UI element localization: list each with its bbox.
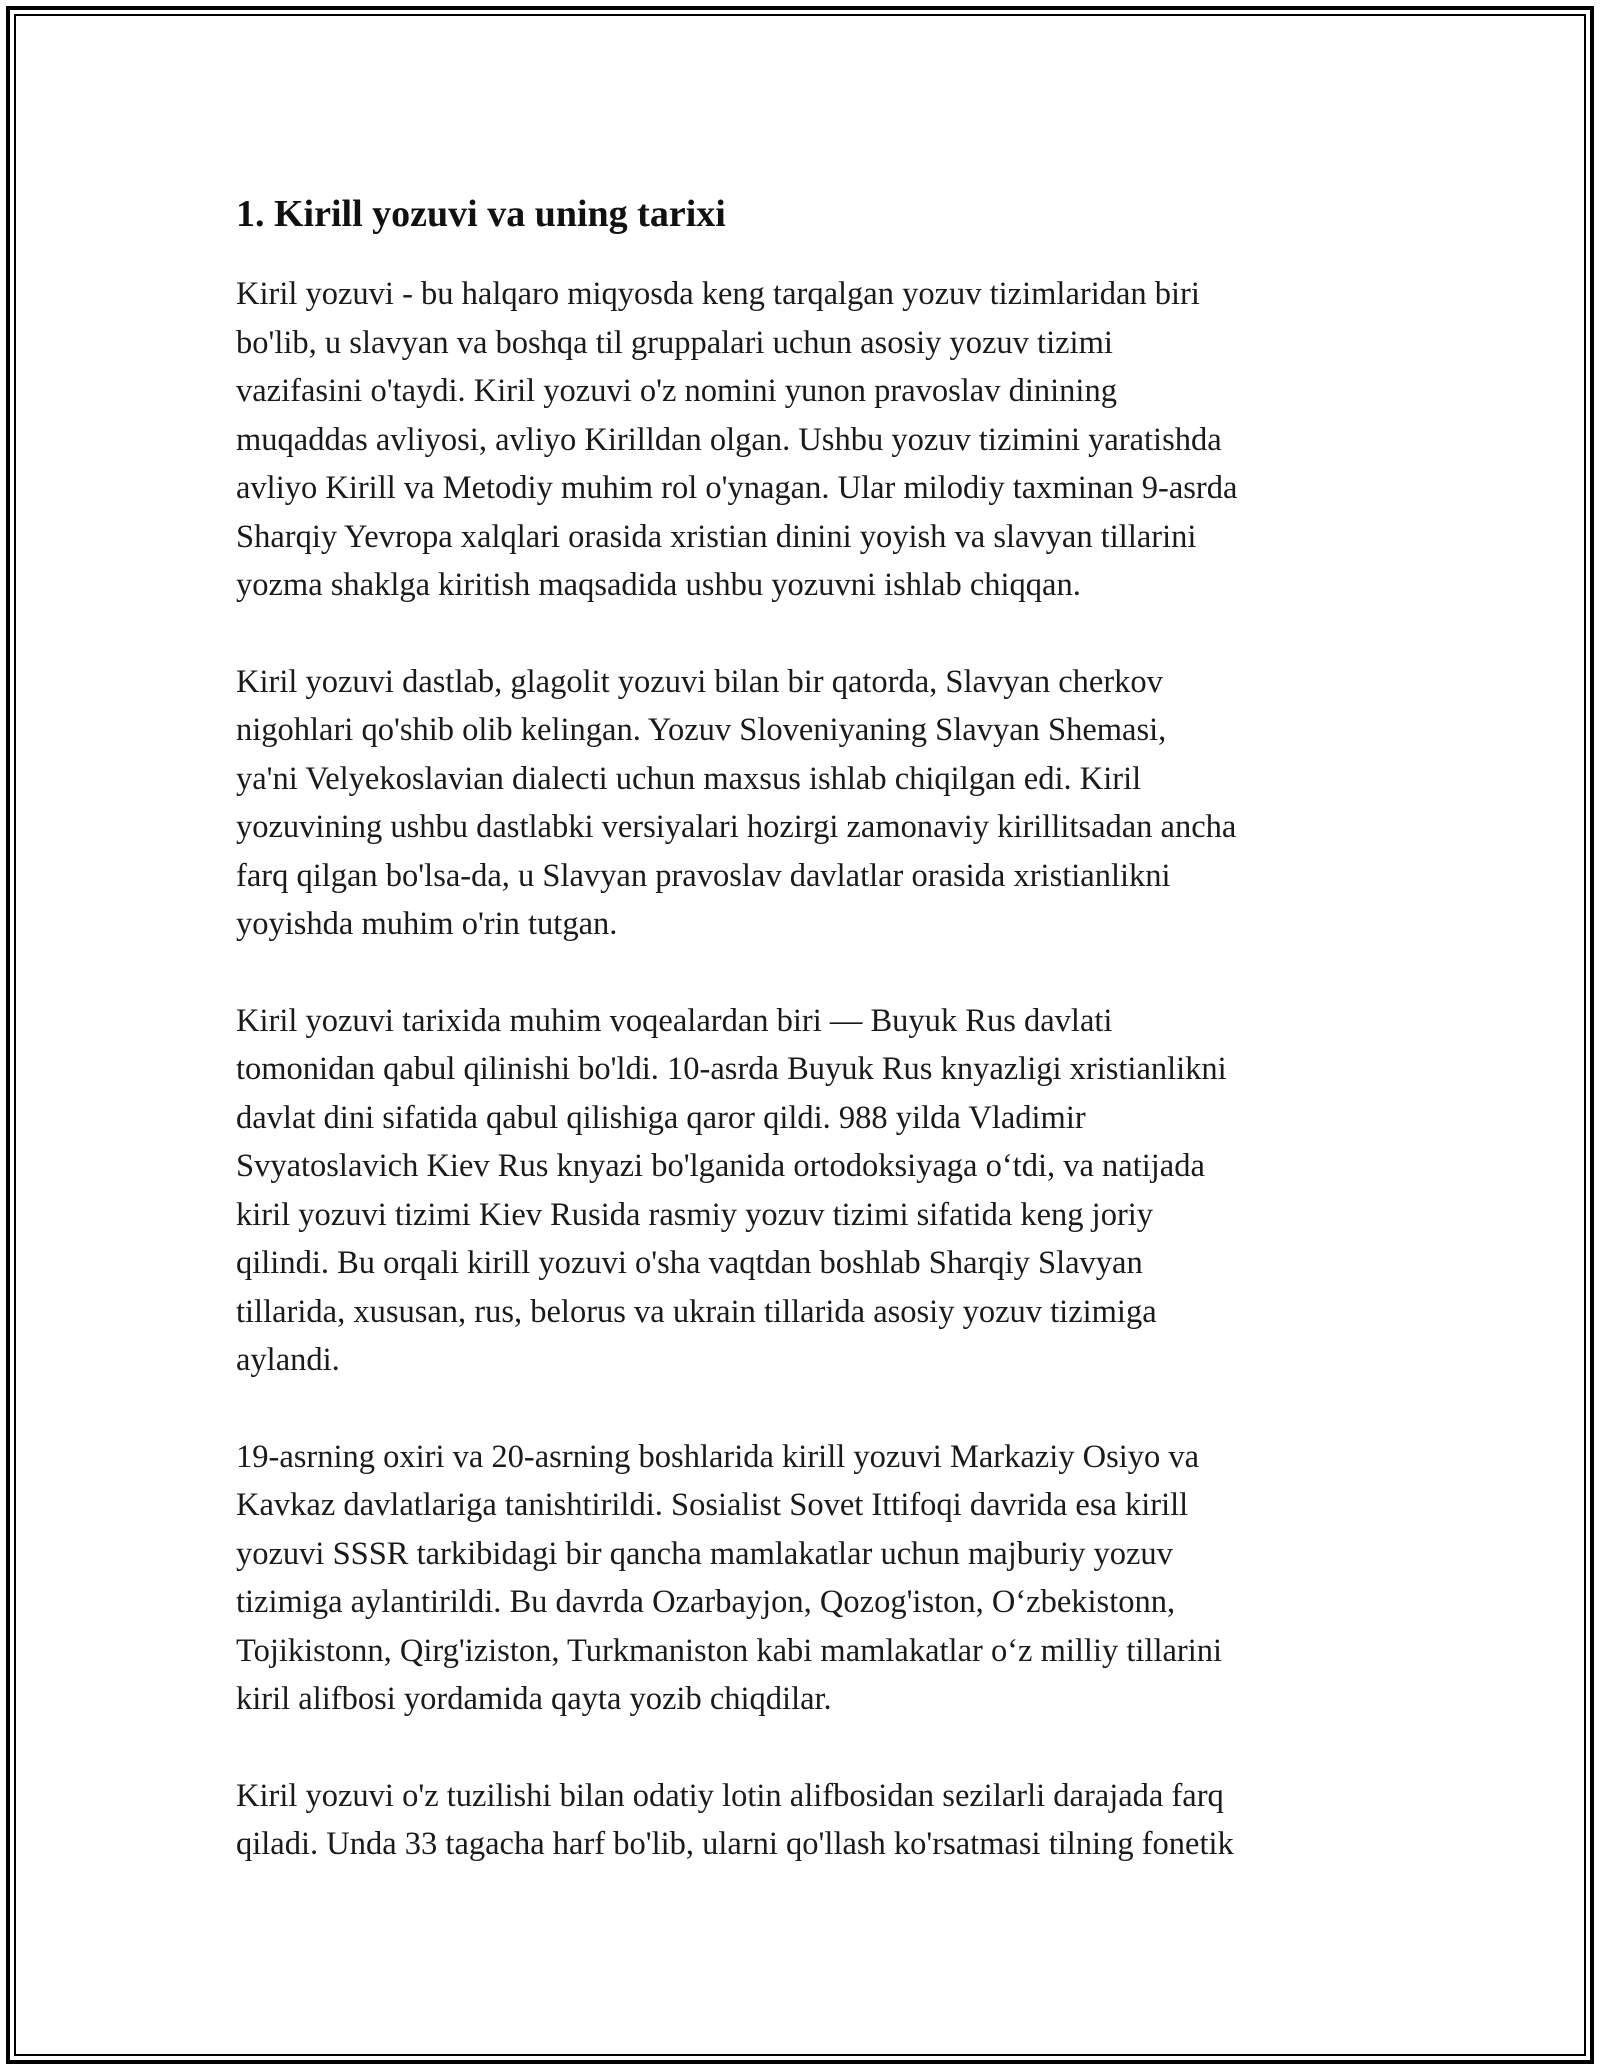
text-line: yozma shaklga kiritish maqsadida ushbu yozuvni ishlab chiqqan. (236, 567, 1081, 603)
text-line: Tojikistonn, Qirg'iziston, Turkmaniston kabi mamlakatlar o‘z milliy tillarini (236, 1632, 1223, 1669)
text-line: muqaddas avliyosi, avliyo Kirilldan olgan. Ushbu yozuv tizimini yaratishda (236, 421, 1222, 458)
text-line: farq qilgan bo'lsa-da, u Slavyan pravoslav davlatlar orasida xristianlikni (236, 857, 1171, 894)
text-line: tizimiga aylantirildi. Bu davrda Ozarbayjon, Qozog'iston, O‘zbekistonn, (236, 1584, 1176, 1620)
text-line: Kiril yozuvi dastlab, glagolit yozuvi bilan bir qatorda, Slavyan cherkov (236, 663, 1163, 700)
text-line: yozuvining ushbu dastlabki versiyalari hozirgi zamonaviy kirillitsadan ancha (236, 809, 1237, 845)
text-line: kiril yozuvi tizimi Kiev Rusida rasmiy yozuv tizimi sifatida keng joriy (236, 1196, 1154, 1233)
text-line: Sharqiy Yevropa xalqlari orasida xristian dinini yoyish va slavyan tillarini (236, 518, 1197, 555)
text-line: Kiril yozuvi tarixida muhim voqealardan biri — Buyuk Rus davlati (236, 1002, 1113, 1039)
text-line: qiladi. Unda 33 tagacha harf bo'lib, ularni qo'llash ko'rsatmasi tilning fonetik (236, 1826, 1234, 1862)
text-line: aylandi. (236, 1342, 340, 1378)
text-line: avliyo Kirill va Metodiy muhim rol o'ynagan. Ular milodiy taxminan 9-asrda (236, 470, 1238, 506)
text-line: yoyishda muhim o'rin tutgan. (236, 906, 618, 942)
text-line: Kiril yozuvi - bu halqaro miqyosda keng tarqalgan yozuv tizimlaridan biri (236, 276, 1200, 312)
text-line: tillarida, xususan, rus, belorus va ukrain tillarida asosiy yozuv tizimiga (236, 1293, 1157, 1330)
text-line: tomonidan qabul qilinishi bo'ldi. 10-asrda Buyuk Rus knyazligi xristianlikni (236, 1051, 1227, 1087)
text-line: 19-asrning oxiri va 20-asrning boshlarida kirill yozuvi Markaziy Osiyo va (236, 1438, 1200, 1475)
paragraph-1 (236, 270, 1376, 610)
paragraph-5 (236, 1772, 1376, 1869)
text-line: Kavkaz davlatlariga tanishtirildi. Sosialist Sovet Ittifoqi davrida esa kirill (236, 1487, 1189, 1523)
text-line: davlat dini sifatida qabul qilishiga qaror qildi. 988 yilda Vladimir (236, 1099, 1086, 1136)
text-line: nigohlari qo'shib olib kelingan. Yozuv Sloveniyaning Slavyan Shemasi, (236, 712, 1167, 748)
text-line: ya'ni Velyekoslavian dialecti uchun maxsus ishlab chiqilgan edi. Kiril (236, 760, 1142, 797)
paragraph-2 (236, 658, 1376, 949)
text-line: yozuvi SSSR tarkibidagi bir qancha mamlakatlar uchun majburiy yozuv (236, 1535, 1173, 1572)
text-line: bo'lib, u slavyan va boshqa til gruppalari uchun asosiy yozuv tizimi (236, 324, 1113, 361)
text-line: Svyatoslavich Kiev Rus knyazi bo'lganida ortodoksiyaga o‘tdi, va natijada (236, 1148, 1205, 1184)
text-line: vazifasini o'taydi. Kiril yozuvi o'z nomini yunon pravoslav dinining (236, 373, 1117, 409)
document-body (236, 186, 1376, 1917)
text-line: Kiril yozuvi o'z tuzilishi bilan odatiy lotin alifbosidan sezilarli darajada farq (236, 1777, 1224, 1814)
section-heading: 1. Kirill yozuvi va uning tarixi (236, 193, 726, 235)
text-line: kiril alifbosi yordamida qayta yozib chiqdilar. (236, 1681, 832, 1717)
paragraph-4 (236, 1433, 1376, 1724)
paragraph-3 (236, 997, 1376, 1385)
text-line: qilindi. Bu orqali kirill yozuvi o'sha vaqtdan boshlab Sharqiy Slavyan (236, 1245, 1143, 1281)
